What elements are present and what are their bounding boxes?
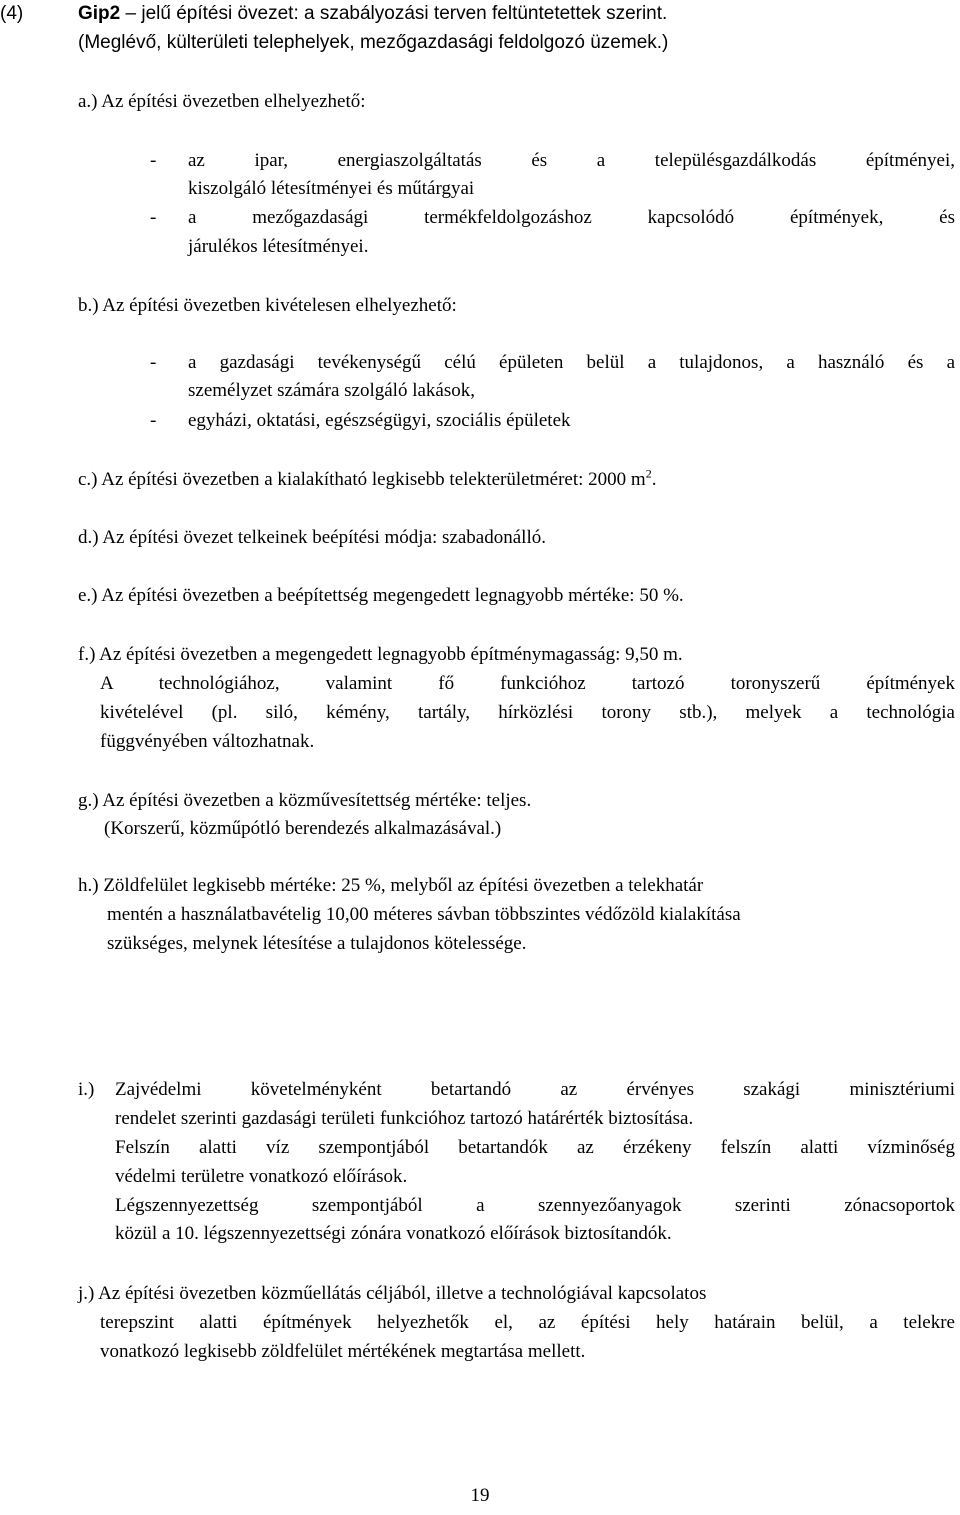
item-d-label: d.) [78,527,99,548]
item-c-label: c.) [78,469,98,490]
item-i-line-5: Légszennyezettség szempontjából a szennyezőanyagok szerinti zónacsoportok [115,1195,955,1216]
item-a-heading: a.) Az építési övezetben elhelyezhető: [78,91,366,112]
item-i-line-1: Zajvédelmi követelményként betartandó az érvényes szakági minisztériumi [115,1079,955,1100]
item-h-line-2: mentén a használatbavételig 10,00 méteres sávban többszintes védőzöld kialakítása [107,904,741,925]
item-i-line-3: Felszín alatti víz szempontjából betartandók az érzékeny felszín alatti vízminőség [115,1137,955,1158]
item-f-line-3: kivételével (pl. siló, kémény, tartály, hírközlési torony stb.), melyek a technológia [100,702,955,723]
item-b-bullet-1-line-1: a gazdasági tevékenységű célú épületen belül a tulajdonos, a használó és a [188,352,955,373]
item-b-bullet-1-line-2: személyzet számára szolgáló lakások, [188,380,475,401]
superscript: 2 [645,466,652,481]
item-g-line-2: (Korszerű, közműpótló berendezés alkalmazásával.) [104,818,502,839]
section-number: (4) [0,3,24,24]
item-a-dash-1: - [150,150,157,171]
item-a-bullet-1-line-1: az ipar, energiaszolgáltatás és a településgazdálkodás építményei, [188,150,955,171]
item-a-bullet-2-line-2: járulékos létesítményei. [188,236,369,257]
item-j-label: j.) [78,1283,95,1304]
item-f-label: f.) [78,644,96,665]
item-g-label: g.) [78,790,99,811]
item-d: d.) Az építési övezet telkeinek beépítési módja: szabadonálló. [78,527,546,548]
section-title [78,2,667,26]
item-a-label: a.) [78,91,98,112]
item-j-line-1: j.) Az építési övezetben közműellátás céljából, illetve a technológiával kapcsolatos [78,1283,707,1304]
item-f-line-4: függvényében változhatnak. [100,731,315,752]
item-b-dash-2: - [150,410,157,431]
item-a-dash-2: - [150,207,157,228]
item-f-line-1: f.) Az építési övezetben a megengedett legnagyobb építménymagasság: 9,50 m. [78,644,683,665]
item-h-line-1: h.) Zöldfelület legkisebb mértéke: 25 %, melyből az építési övezetben a telekhatár [78,875,704,896]
item-f-line-2: A technológiához, valamint fő funkcióhoz tartozó toronyszerű építmények [100,673,955,694]
item-e: e.) Az építési övezetben a beépítettség megengedett legnagyobb mértéke: 50 %. [78,585,684,606]
item-a-bullet-1-line-2: kiszolgáló létesítményei és műtárgyai [188,178,475,199]
item-b-dash-1: - [150,352,157,373]
page-number: 19 [470,1485,490,1506]
section-title-rest: – jelű építési övezet: a szabályozási terven feltüntetettek szerint. [120,3,668,24]
item-e-label: e.) [78,585,98,606]
item-j-line-3: vonatkozó legkisebb zöldfelület mértékének megtartása mellett. [100,1341,586,1362]
item-h-line-3: szükséges, melynek létesítése a tulajdonos kötelessége. [107,933,527,954]
zone-code: Gip2 [78,3,121,24]
item-i-line-4: védelmi területre vonatkozó előírások. [115,1166,408,1187]
item-b-heading: b.) Az építési övezetben kivételesen elhelyezhető: [78,295,457,316]
item-i-line-2: rendelet szerinti gazdasági területi funkcióhoz tartozó határérték biztosítása. [115,1108,694,1129]
item-g-line-1: g.) Az építési övezetben a közművesítettség mértéke: teljes. [78,790,532,811]
item-a-bullet-2-line-1: a mezőgazdasági termékfeldolgozáshoz kapcsolódó építmények, és [188,207,955,228]
item-b-label: b.) [78,295,99,316]
section-subtitle: (Meglévő, külterületi telephelyek, mezőgazdasági feldolgozó üzemek.) [78,32,669,53]
item-c: c.) Az építési övezetben a kialakítható legkisebb telekterületméret: 2000 $m^2$. [78,466,657,490]
item-i-label: i.) [78,1079,95,1100]
item-i-line-6: közül a 10. légszennyezettségi zónára vonatkozó előírások biztosítandók. [115,1223,672,1244]
item-b-bullet-2-line-1: egyházi, oktatási, egészségügyi, szociális épületek [188,410,571,431]
item-j-line-2: terepszint alatti építmények helyezhetők el, az építési hely határain belül, a telekre [100,1312,955,1333]
item-h-label: h.) [78,875,99,896]
